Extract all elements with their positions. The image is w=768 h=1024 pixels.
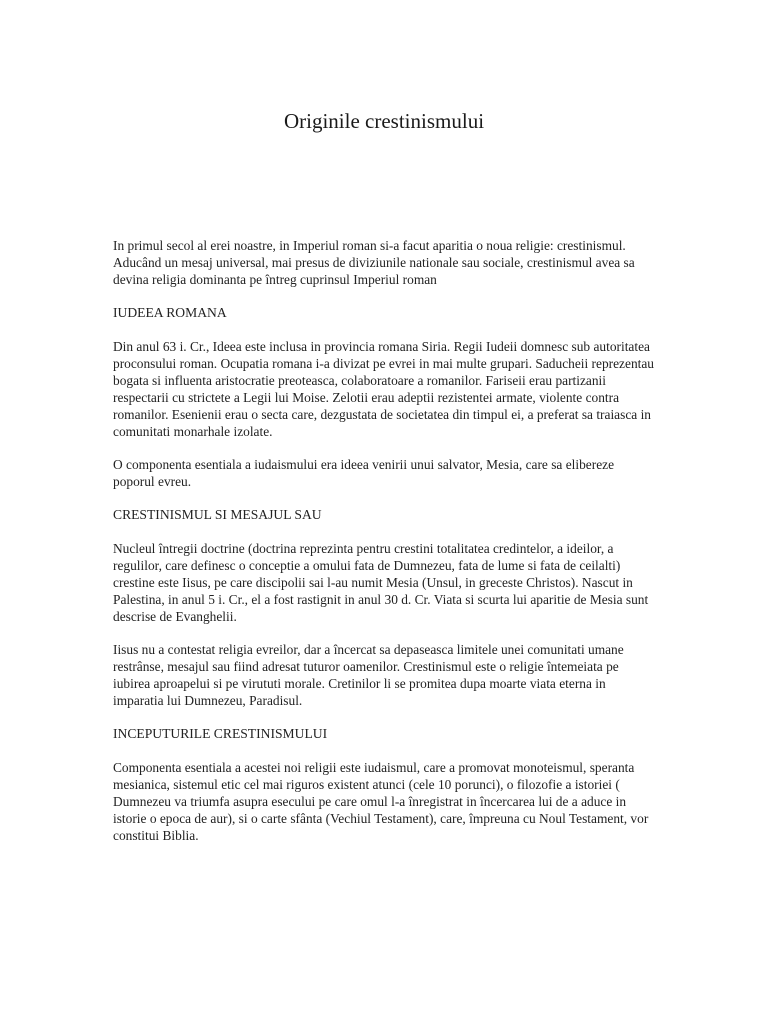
iisus-paragraph: Iisus nu a contestat religia evreilor, dar a încercat sa depaseasca limitele unei comunitati umane restrânse, mesajul sau fiind adresat tuturor oamenilor. Crestinismul este o religie întemeiata pe iubirea aproapelui si pe virututi morale. Cretinilor li se promitea dupa moarte viata eterna in imparatia lui Dumnezeu, Paradisul. [113, 642, 624, 708]
document-body [113, 237, 658, 860]
intro-paragraph: In primul secol al erei noastre, in Imperiul roman si-a facut aparitia o noua religie: crestinismul. Aducând un mesaj universal, mai presus de diviziunile nationale sau sociale, crestinismul avea sa devina religia dominanta pe întreg cuprinsul Imperiul roman [113, 238, 635, 287]
document-title: Originile crestinismului [283, 109, 485, 133]
iudeea-paragraph: Din anul 63 i. Cr., Ideea este inclusa in provincia romana Siria. Regii Iudeii domnesc sub autoritatea proconsului roman. Ocupatia romana i-a divizat pe evrei in mai multe grupari. Saducheii reprezentau bogata si influenta aristocratie preoteasca, colaboratoare a romanilor. Fariseii erau partizanii respectarii cu strictete a Legii lui Moise. Zelotii erau adeptii rezistentei armate, violente contra romanilor. Esenienii erau o secta care, dezgustata de societatea din timpul ei, a preferat sa traiasca in comunitati monarhale izolate. [113, 339, 654, 439]
nucleul-paragraph: Nucleul întregii doctrine (doctrina reprezinta pentru crestini totalitatea credintelor, a ideilor, a regulilor, care definesc o conceptie a omului fata de Dumnezeu, fata de lume si fata de ceilalti) crestine este Iisus, pe care discipolii sai l-au numit Mesia (Unsul, in greceste Christos). Nascut in Palestina, in anul 5 i. Cr., el a fost rastignit in anul 30 d. Cr. Viata si scurta lui aparitie de Mesia sunt descrise de Evanghelii. [113, 541, 649, 624]
section-heading-crestinismul-si-mesajul-sau: CRESTINISMUL SI MESAJUL SAU [113, 507, 322, 522]
mesia-paragraph: O componenta esentiala a iudaismului era ideea venirii unui salvator, Mesia, care sa elibereze poporul evreu. [113, 457, 615, 489]
componenta-paragraph: Componenta esentiala a acestei noi religii este iudaismul, care a promovat monoteismul, speranta mesianica, sistemul etic cel mai riguros existent atunci (cele 10 porunci), o filozofie a istoriei ( Dumnezeu va triumfa asupra esecului pe care omul l-a înregistrat in încercarea lui de a aduce in istorie o epoca de aur), si o carte sfânta (Vechiul Testament), care, împreuna cu Noul Testament, vor constitui Biblia. [113, 760, 649, 843]
section-heading-inceputurile-crestinismului: INCEPUTURILE CRESTINISMULUI [113, 726, 328, 741]
section-heading-iudeea-romana: IUDEEA ROMANA [113, 305, 227, 320]
